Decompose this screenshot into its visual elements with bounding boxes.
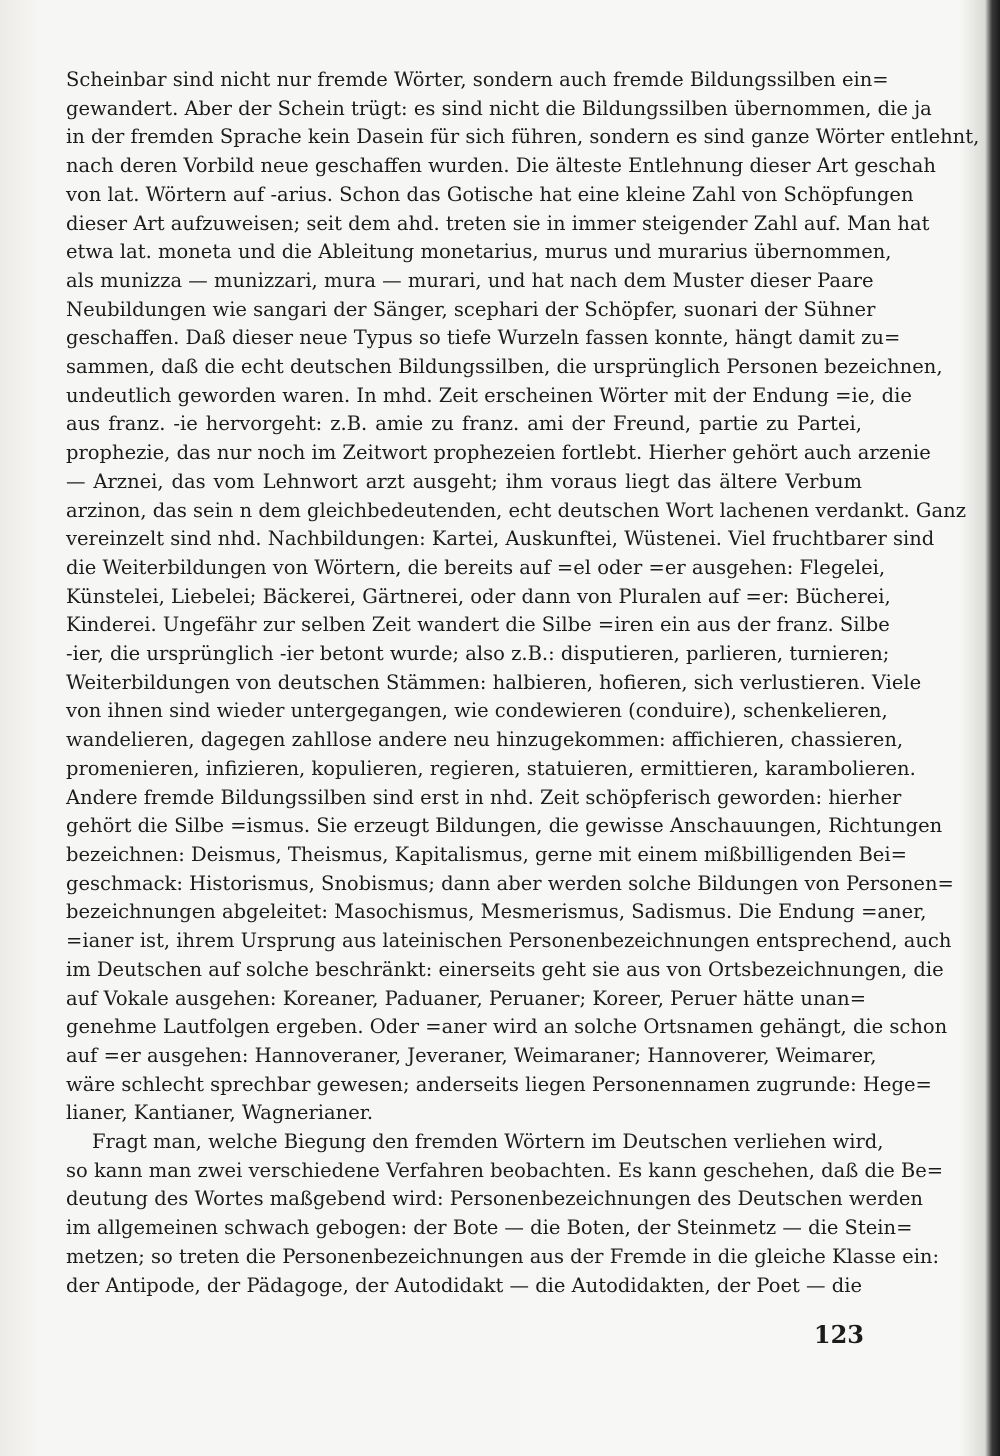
text-line: deutung des Wortes maßgebend wird: Personenbezeichnungen des Deutschen werden [66, 1187, 923, 1211]
text-line: von ihnen sind wieder untergegangen, wie condewieren (conduire), schenkelieren, [66, 699, 888, 723]
text-line: Weiterbildungen von deutschen Stämmen: halbieren, hofieren, sich verlustieren. Viele [66, 670, 922, 694]
text-line: Fragt man, welche Biegung den fremden Wörtern im Deutschen verliehen wird, [92, 1130, 884, 1154]
text-line: aus franz. -ie hervorgeht: z.B. amie zu franz. ami der Freund, partie zu Partei, [66, 412, 862, 436]
text-line: Andere fremde Bildungssilben sind erst in nhd. Zeit schöpferisch geworden: hierher [66, 785, 902, 809]
text-line: etwa lat. moneta und die Ableitung monetarius, murus und murarius übernommen, [66, 240, 892, 264]
text-line: lianer, Kantianer, Wagnerianer. [66, 1101, 374, 1125]
text-line: gewandert. Aber der Schein trügt: es sind nicht die Bildungssilben übernommen, die ja [66, 96, 932, 120]
text-line: wäre schlecht sprechbar gewesen; anderseits liegen Personennamen zugrunde: Hege= [66, 1072, 932, 1096]
text-line: dieser Art aufzuweisen; seit dem ahd. treten sie in immer steigender Zahl auf. Man hat [66, 211, 930, 235]
page-number: 123 [813, 1320, 864, 1349]
text-line: genehme Lautfolgen ergeben. Oder =aner wird an solche Ortsnamen gehängt, die schon [66, 1015, 948, 1039]
text-line: wandelieren, dagegen zahllose andere neu hinzugekommen: affichieren, chassieren, [66, 728, 904, 752]
text-line: metzen; so treten die Personenbezeichnungen aus der Fremde in die gleiche Klasse ein: [66, 1244, 940, 1268]
text-line: — Arznei, das vom Lehnwort arzt ausgeht; ihm voraus liegt das ältere Verbum [66, 469, 862, 493]
paragraph-1 [66, 66, 980, 1128]
text-line: =ianer ist, ihrem Ursprung aus lateinischen Personenbezeichnungen entsprechend, auch [66, 929, 952, 953]
text-line: auf =er ausgehen: Hannoveraner, Jeveraner, Weimaraner; Hannoverer, Weimarer, [66, 1043, 877, 1067]
text-line: undeutlich geworden waren. In mhd. Zeit erscheinen Wörter mit der Endung =ie, die [66, 383, 912, 407]
text-line: Neubildungen wie sangari der Sänger, scephari der Schöpfer, suonari der Sühner [66, 297, 876, 321]
text-line: geschaffen. Daß dieser neue Typus so tiefe Wurzeln fassen konnte, hängt damit zu= [66, 326, 901, 350]
text-line: in der fremden Sprache kein Dasein für sich führen, sondern es sind ganze Wörter entlehnt, [66, 125, 980, 149]
text-line: Scheinbar sind nicht nur fremde Wörter, sondern auch fremde Bildungssilben ein= [66, 68, 889, 91]
text-line: bezeichnungen abgeleitet: Masochismus, Mesmerismus, Sadismus. Die Endung =aner, [66, 900, 927, 924]
text-line: nach deren Vorbild neue geschaffen wurden. Die älteste Entlehnung dieser Art geschah [66, 154, 936, 178]
text-line: im allgemeinen schwach gebogen: der Bote — die Boten, der Steinmetz — die Stein= [66, 1216, 913, 1240]
text-line: vereinzelt sind nhd. Nachbildungen: Kartei, Auskunftei, Wüstenei. Viel fruchtbarer sind [66, 527, 935, 551]
text-line: arzinon, das sein n dem gleichbedeutenden, echt deutschen Wort lachenen verdankt. Ganz [66, 498, 966, 522]
paragraph-2 [66, 1128, 944, 1300]
text-line: bezeichnen: Deismus, Theismus, Kapitalismus, gerne mit einem mißbilligenden Bei= [66, 842, 907, 866]
text-line: im Deutschen auf solche beschränkt: einerseits geht sie aus von Ortsbezeichnungen, die [66, 957, 944, 981]
body-text [66, 66, 980, 1300]
text-line: auf Vokale ausgehen: Koreaner, Paduaner, Peruaner; Koreer, Peruer hätte unan= [66, 986, 867, 1010]
text-line: von lat. Wörtern auf -arius. Schon das Gotische hat eine kleine Zahl von Schöpfungen [66, 182, 914, 206]
text-line: die Weiterbildungen von Wörtern, die bereits auf =el oder =er ausgehen: Flegelei, [66, 555, 886, 579]
text-line: als munizza — munizzari, mura — murari, und hat nach dem Muster dieser Paare [66, 268, 874, 292]
text-line: sammen, daß die echt deutschen Bildungssilben, die ursprünglich Personen bezeichnen, [66, 355, 943, 379]
text-line: prophezie, das nur noch im Zeitwort prophezeien fortlebt. Hierher gehört auch arzenie [66, 441, 931, 465]
text-line: promenieren, infizieren, kopulieren, regieren, statuieren, ermittieren, karambolieren. [66, 756, 916, 780]
text-line: Künstelei, Liebelei; Bäckerei, Gärtnerei, oder dann von Pluralen auf =er: Bücherei, [66, 584, 891, 608]
text-line: der Antipode, der Pädagoge, der Autodidakt — die Autodidakten, der Poet — die [66, 1273, 862, 1297]
text-line: geschmack: Historismus, Snobismus; dann aber werden solche Bildungen von Personen= [66, 871, 954, 895]
text-line: Kinderei. Ungefähr zur selben Zeit wandert die Silbe =iren ein aus der franz. Silbe [66, 613, 890, 637]
text-line: -ier, die ursprünglich -ier betont wurde; also z.B.: disputieren, parlieren, turnieren; [66, 642, 890, 666]
text-line: so kann man zwei verschiedene Verfahren beobachten. Es kann geschehen, daß die Be= [66, 1158, 944, 1182]
text-line: gehört die Silbe =ismus. Sie erzeugt Bildungen, die gewisse Anschauungen, Richtungen [66, 814, 943, 838]
